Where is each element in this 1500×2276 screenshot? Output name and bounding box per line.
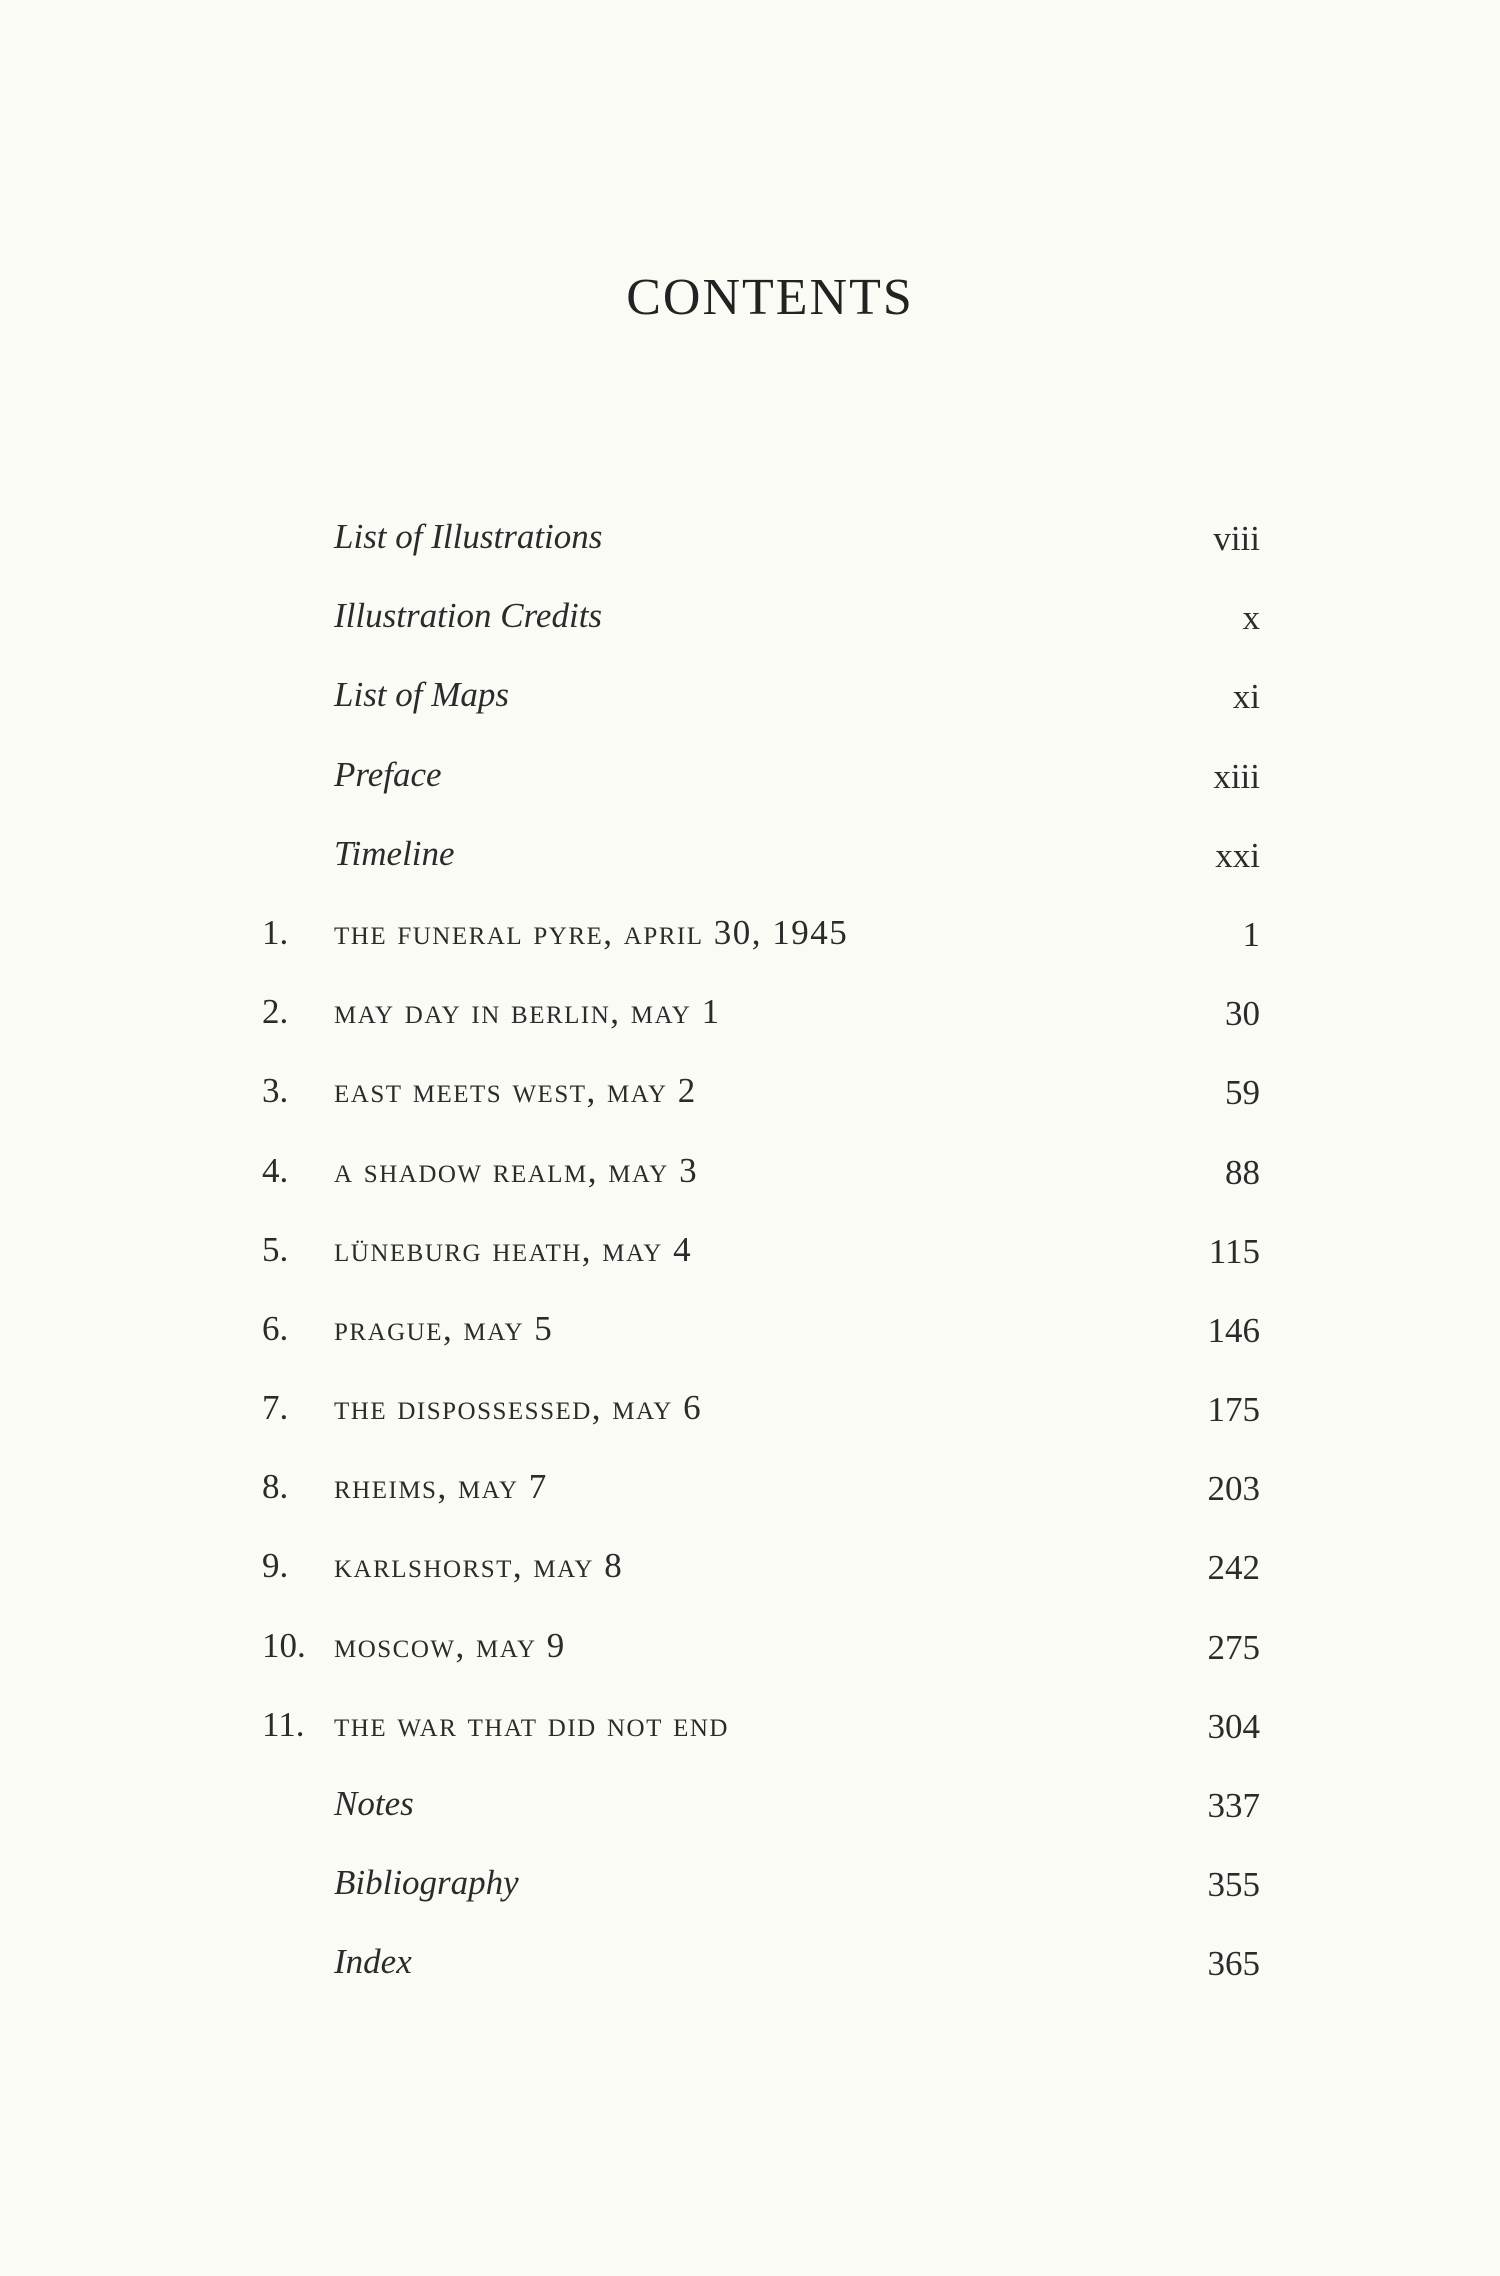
- toc-entry: [0, 1376, 1500, 1455]
- entry-title: Preface: [334, 754, 442, 794]
- toc-entry: [0, 505, 1500, 584]
- entry-title: prague, may 5: [334, 1308, 554, 1348]
- page-number: 304: [1207, 1706, 1260, 1746]
- page-number: 355: [1207, 1865, 1260, 1905]
- toc-entry: [0, 663, 1500, 742]
- entry-title: List of Maps: [334, 675, 510, 715]
- chapter-number: 10.: [262, 1625, 306, 1665]
- chapter-number: 5.: [262, 1229, 289, 1269]
- chapter-number: 8.: [262, 1467, 289, 1507]
- page-number: viii: [1213, 519, 1260, 558]
- entry-title: Index: [334, 1942, 412, 1982]
- entry-title: rheims, may 7: [334, 1467, 548, 1507]
- chapter-number: 11.: [262, 1704, 305, 1744]
- chapter-number: 6.: [262, 1308, 289, 1348]
- page-number: 115: [1208, 1231, 1260, 1271]
- page-number: 146: [1207, 1310, 1260, 1350]
- page-number: xiii: [1213, 756, 1260, 796]
- toc-entry: [0, 1139, 1500, 1218]
- entry-title: moscow, may 9: [334, 1625, 566, 1665]
- entry-title: Illustration Credits: [334, 596, 603, 636]
- table-of-contents: [0, 505, 1500, 2010]
- page-number: xxi: [1215, 835, 1260, 875]
- toc-entry: [0, 1218, 1500, 1297]
- entry-title: the funeral pyre, april 30, 1945: [334, 912, 849, 952]
- page-number: 365: [1207, 1944, 1260, 1984]
- entry-title: lüneburg heath, may 4: [334, 1229, 693, 1269]
- page-number: 1: [1242, 914, 1260, 954]
- toc-entry: [0, 822, 1500, 901]
- page-number: x: [1242, 598, 1260, 638]
- chapter-number: 9.: [262, 1546, 289, 1586]
- toc-entry: [0, 1614, 1500, 1693]
- page-number: 175: [1207, 1390, 1260, 1430]
- page-number: 88: [1225, 1152, 1260, 1192]
- toc-entry: [0, 1297, 1500, 1376]
- toc-entry: [0, 1534, 1500, 1613]
- toc-entry: [0, 743, 1500, 822]
- page-number: 275: [1207, 1627, 1260, 1667]
- toc-entry: [0, 980, 1500, 1059]
- toc-entry: [0, 1930, 1500, 2009]
- entry-title: Bibliography: [334, 1863, 519, 1903]
- toc-entry: [0, 584, 1500, 663]
- toc-entry: [0, 1851, 1500, 1930]
- page-number: 30: [1225, 994, 1260, 1034]
- chapter-number: 7.: [262, 1388, 289, 1428]
- entry-title: Timeline: [334, 833, 455, 873]
- entry-title: the war that did not end: [334, 1704, 729, 1744]
- toc-entry: [0, 1772, 1500, 1851]
- entry-title: karlshorst, may 8: [334, 1546, 624, 1586]
- chapter-number: 2.: [262, 992, 289, 1032]
- page-number: 337: [1207, 1786, 1260, 1825]
- page-number: 203: [1207, 1469, 1260, 1509]
- entry-title: may day in berlin, may 1: [334, 992, 721, 1032]
- chapter-number: 4.: [262, 1150, 289, 1190]
- chapter-number: 1.: [262, 912, 289, 952]
- entry-title: a shadow realm, may 3: [334, 1150, 699, 1190]
- entry-title: List of Illustrations: [334, 517, 603, 556]
- entry-title: the dispossessed, may 6: [334, 1388, 703, 1428]
- entry-title: east meets west, may 2: [334, 1071, 697, 1111]
- page-number: xi: [1232, 677, 1260, 717]
- toc-entry: [0, 1059, 1500, 1138]
- page-title: CONTENTS: [626, 269, 914, 326]
- chapter-number: 3.: [262, 1071, 289, 1111]
- toc-entry: [0, 1693, 1500, 1772]
- toc-entry: [0, 1455, 1500, 1534]
- page-number: 242: [1207, 1548, 1260, 1588]
- page-number: 59: [1225, 1073, 1260, 1113]
- toc-entry: [0, 901, 1500, 980]
- entry-title: Notes: [334, 1784, 414, 1823]
